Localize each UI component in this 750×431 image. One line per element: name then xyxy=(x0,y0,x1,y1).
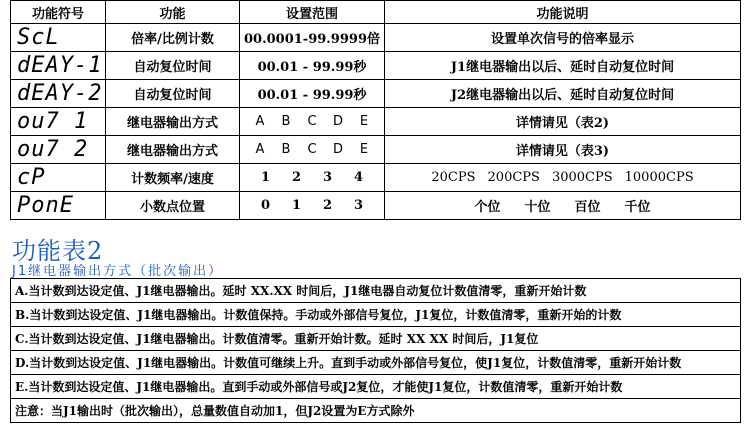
option-value: 1 xyxy=(260,170,271,185)
option-value: D xyxy=(332,142,343,157)
header-function: 功能 xyxy=(106,1,240,24)
function-name: 自动复位时间 xyxy=(106,80,240,108)
table-row xyxy=(11,279,741,303)
header-code: 功能符号 xyxy=(11,1,106,24)
option-value: E xyxy=(359,142,369,157)
decimal-value: 百位 xyxy=(574,200,601,215)
function-name: 倍率/比例计数 xyxy=(106,24,240,52)
function-code: ou7 2 xyxy=(11,136,106,164)
option-value: A xyxy=(255,142,265,157)
function-code: dEAY-2 xyxy=(11,80,106,108)
setting-range: 00.01 - 99.99秒 xyxy=(240,80,385,108)
option-value: 3 xyxy=(353,198,364,213)
function-code: cP xyxy=(11,164,106,192)
option-value: 3 xyxy=(322,170,333,185)
setting-options xyxy=(240,136,385,164)
table-row xyxy=(11,351,741,375)
function-name: 计数频率/速度 xyxy=(106,164,240,192)
function-name: 继电器输出方式 xyxy=(106,108,240,136)
header-row xyxy=(11,1,741,24)
function-code: ou7 1 xyxy=(11,108,106,136)
table-row xyxy=(11,327,741,351)
table2-title: 功能表2 xyxy=(12,237,104,265)
mode-description: E.当计数到达设定值、J1继电器输出。直到手动或外部信号或J2复位，才能使J1复位，计数值清零，重新开始计数 xyxy=(11,375,741,399)
function-description: 设置单次信号的倍率显示 xyxy=(385,24,741,52)
function-description: J2继电器输出以后、延时自动复位时间 xyxy=(385,80,741,108)
option-value: 2 xyxy=(322,198,333,213)
header-description: 功能说明 xyxy=(385,1,741,24)
relay-mode-table xyxy=(10,278,741,423)
setting-options xyxy=(240,192,385,220)
speed-value: 3000CPS xyxy=(551,170,613,185)
option-value: D xyxy=(332,114,343,129)
function-name: 继电器输出方式 xyxy=(106,136,240,164)
function-code: PonE xyxy=(11,192,106,220)
table-row xyxy=(11,136,741,164)
setting-range: 00.0001-99.9999倍 xyxy=(240,24,385,52)
decimal-value: 千位 xyxy=(624,200,651,215)
function-table xyxy=(10,0,741,220)
function-code: ScL xyxy=(11,24,106,52)
speed-options xyxy=(385,164,741,192)
function-description: 详情请见（表3) xyxy=(385,136,741,164)
decimal-options xyxy=(385,192,741,220)
mode-description: A.当计数到达设定值、J1继电器输出。延时 XX.XX 时间后，J1继电器自动复位计数值清零，重新开始计数 xyxy=(11,279,741,303)
setting-range: 00.01 - 99.99秒 xyxy=(240,52,385,80)
mode-description: B.当计数到达设定值、J1继电器输出。计数值保持。手动或外部信号复位，J1复位，计数值清零，重新开始的计数 xyxy=(11,303,741,327)
decimal-value: 个位 xyxy=(474,200,501,215)
decimal-value: 十位 xyxy=(524,200,551,215)
table-row xyxy=(11,164,741,192)
speed-value: 200CPS xyxy=(487,170,540,185)
speed-value: 20CPS xyxy=(431,170,476,185)
option-value: E xyxy=(359,114,369,129)
option-value: B xyxy=(281,114,291,129)
option-value: A xyxy=(255,114,265,129)
table-row xyxy=(11,399,741,423)
option-value: C xyxy=(307,142,317,157)
speed-value: 10000CPS xyxy=(624,170,694,185)
option-value: 2 xyxy=(291,170,302,185)
table-row xyxy=(11,80,741,108)
option-value: 1 xyxy=(291,198,302,213)
note: 注意：当J1输出时（批次输出），总量数值自动加1，但J2设置为E方式除外 xyxy=(11,399,741,423)
option-value: 4 xyxy=(353,170,364,185)
option-value: B xyxy=(281,142,291,157)
setting-options xyxy=(240,164,385,192)
table-row xyxy=(11,192,741,220)
function-code: dEAY-1 xyxy=(11,52,106,80)
table-row xyxy=(11,108,741,136)
mode-description: C.当计数到达设定值、J1继电器输出。计数值清零。重新开始计数。延时 XX XX 时间后，J1复位 xyxy=(11,327,741,351)
mode-description: D.当计数到达设定值、J1继电器输出。计数值可继续上升。直到手动或外部信号复位，使J1复位，计数值清零，重新开始计数 xyxy=(11,351,741,375)
function-name: 小数点位置 xyxy=(106,192,240,220)
function-description: J1继电器输出以后、延时自动复位时间 xyxy=(385,52,741,80)
option-value: 0 xyxy=(260,198,271,213)
header-range: 设置范围 xyxy=(240,1,385,24)
table2-subtitle: J1继电器输出方式（批次输出） xyxy=(12,264,224,279)
setting-options xyxy=(240,108,385,136)
option-value: C xyxy=(307,114,317,129)
function-name: 自动复位时间 xyxy=(106,52,240,80)
table-row xyxy=(11,24,741,52)
function-description: 详情请见（表2) xyxy=(385,108,741,136)
table-row xyxy=(11,303,741,327)
table-row xyxy=(11,375,741,399)
table-row xyxy=(11,52,741,80)
